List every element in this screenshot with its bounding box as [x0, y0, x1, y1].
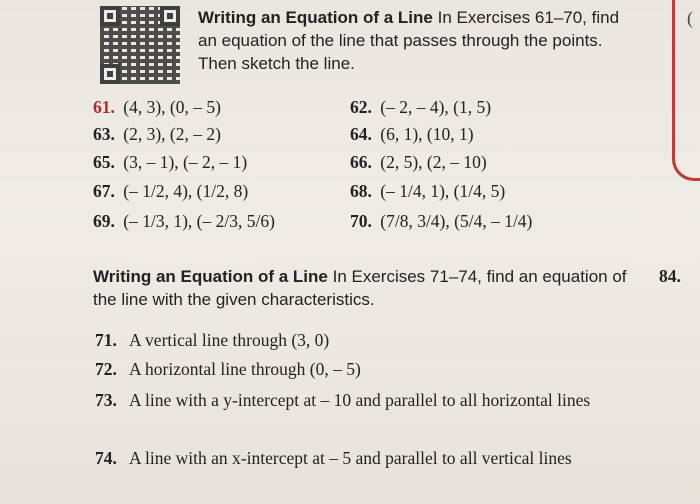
exercise-number: 61. — [93, 97, 115, 117]
exercise-number: 67. — [93, 181, 115, 201]
section-61-70-heading — [198, 6, 628, 75]
qr-finder-pattern — [100, 6, 120, 26]
exercise-63 — [93, 124, 221, 145]
exercise-number: 63. — [93, 124, 115, 144]
exercise-number: 71. — [95, 330, 117, 350]
margin-red-bracket — [672, 0, 700, 181]
exercise-66 — [350, 152, 487, 173]
exercise-71 — [95, 328, 615, 352]
exercise-number: 73. — [95, 390, 117, 410]
exercise-text: (6, 1), (10, 1) — [380, 124, 474, 144]
exercise-61 — [93, 97, 221, 118]
qr-code-icon — [100, 6, 180, 84]
exercise-68 — [350, 181, 505, 202]
exercise-text: A line with a y-intercept at – 10 and parallel to all horizontal lines — [129, 390, 591, 410]
exercise-text: (– 1/2, 4), (1/2, 8) — [123, 181, 249, 201]
section-title: Writing an Equation of a Line — [198, 8, 433, 27]
section-instructions: In Exercises 71–74, find an equation of the line with the given characteristics. — [93, 267, 627, 309]
section-instructions: In Exercises 61–70, find an equation of the line that passes through the points. Then sketch the line. — [198, 8, 620, 73]
exercise-67 — [93, 181, 248, 202]
qr-finder-pattern — [160, 6, 180, 26]
exercise-number: 62. — [350, 97, 372, 117]
exercise-text: (– 2, – 4), (1, 5) — [380, 97, 492, 117]
exercise-number: 65. — [93, 152, 115, 172]
exercise-number: 69. — [93, 211, 115, 231]
exercise-number: 68. — [350, 181, 372, 201]
exercise-text: (– 1/4, 1), (1/4, 5) — [380, 181, 506, 201]
exercise-70 — [350, 211, 532, 232]
exercise-69 — [93, 211, 275, 232]
exercise-text: (7/8, 3/4), (5/4, – 1/4) — [380, 211, 533, 231]
exercise-text: (4, 3), (0, – 5) — [123, 97, 221, 117]
section-title: Writing an Equation of a Line — [93, 267, 328, 286]
exercise-text: (2, 3), (2, – 2) — [123, 124, 221, 144]
exercise-number: 70. — [350, 211, 372, 231]
right-margin-paren: ( — [687, 8, 693, 28]
exercise-text: A line with an x-intercept at – 5 and parallel to all vertical lines — [129, 448, 572, 468]
exercise-65 — [93, 152, 247, 173]
exercise-62 — [350, 97, 491, 118]
exercise-84-number: 84. — [659, 266, 681, 286]
section-71-74-heading — [93, 265, 653, 311]
exercise-text: A horizontal line through (0, – 5) — [129, 359, 361, 379]
exercise-text: (– 1/3, 1), (– 2/3, 5/6) — [123, 211, 275, 231]
qr-finder-pattern — [100, 64, 120, 84]
exercise-number: 72. — [95, 359, 117, 379]
exercise-text: (2, 5), (2, – 10) — [380, 152, 487, 172]
exercise-64 — [350, 124, 474, 145]
exercise-number: 66. — [350, 152, 372, 172]
exercise-number: 64. — [350, 124, 372, 144]
exercise-73 — [95, 388, 615, 412]
exercise-72 — [95, 357, 615, 381]
exercise-text: (3, – 1), (– 2, – 1) — [123, 152, 248, 172]
exercise-number: 74. — [95, 448, 117, 468]
exercise-74 — [95, 446, 615, 470]
exercise-text: A vertical line through (3, 0) — [129, 330, 330, 350]
